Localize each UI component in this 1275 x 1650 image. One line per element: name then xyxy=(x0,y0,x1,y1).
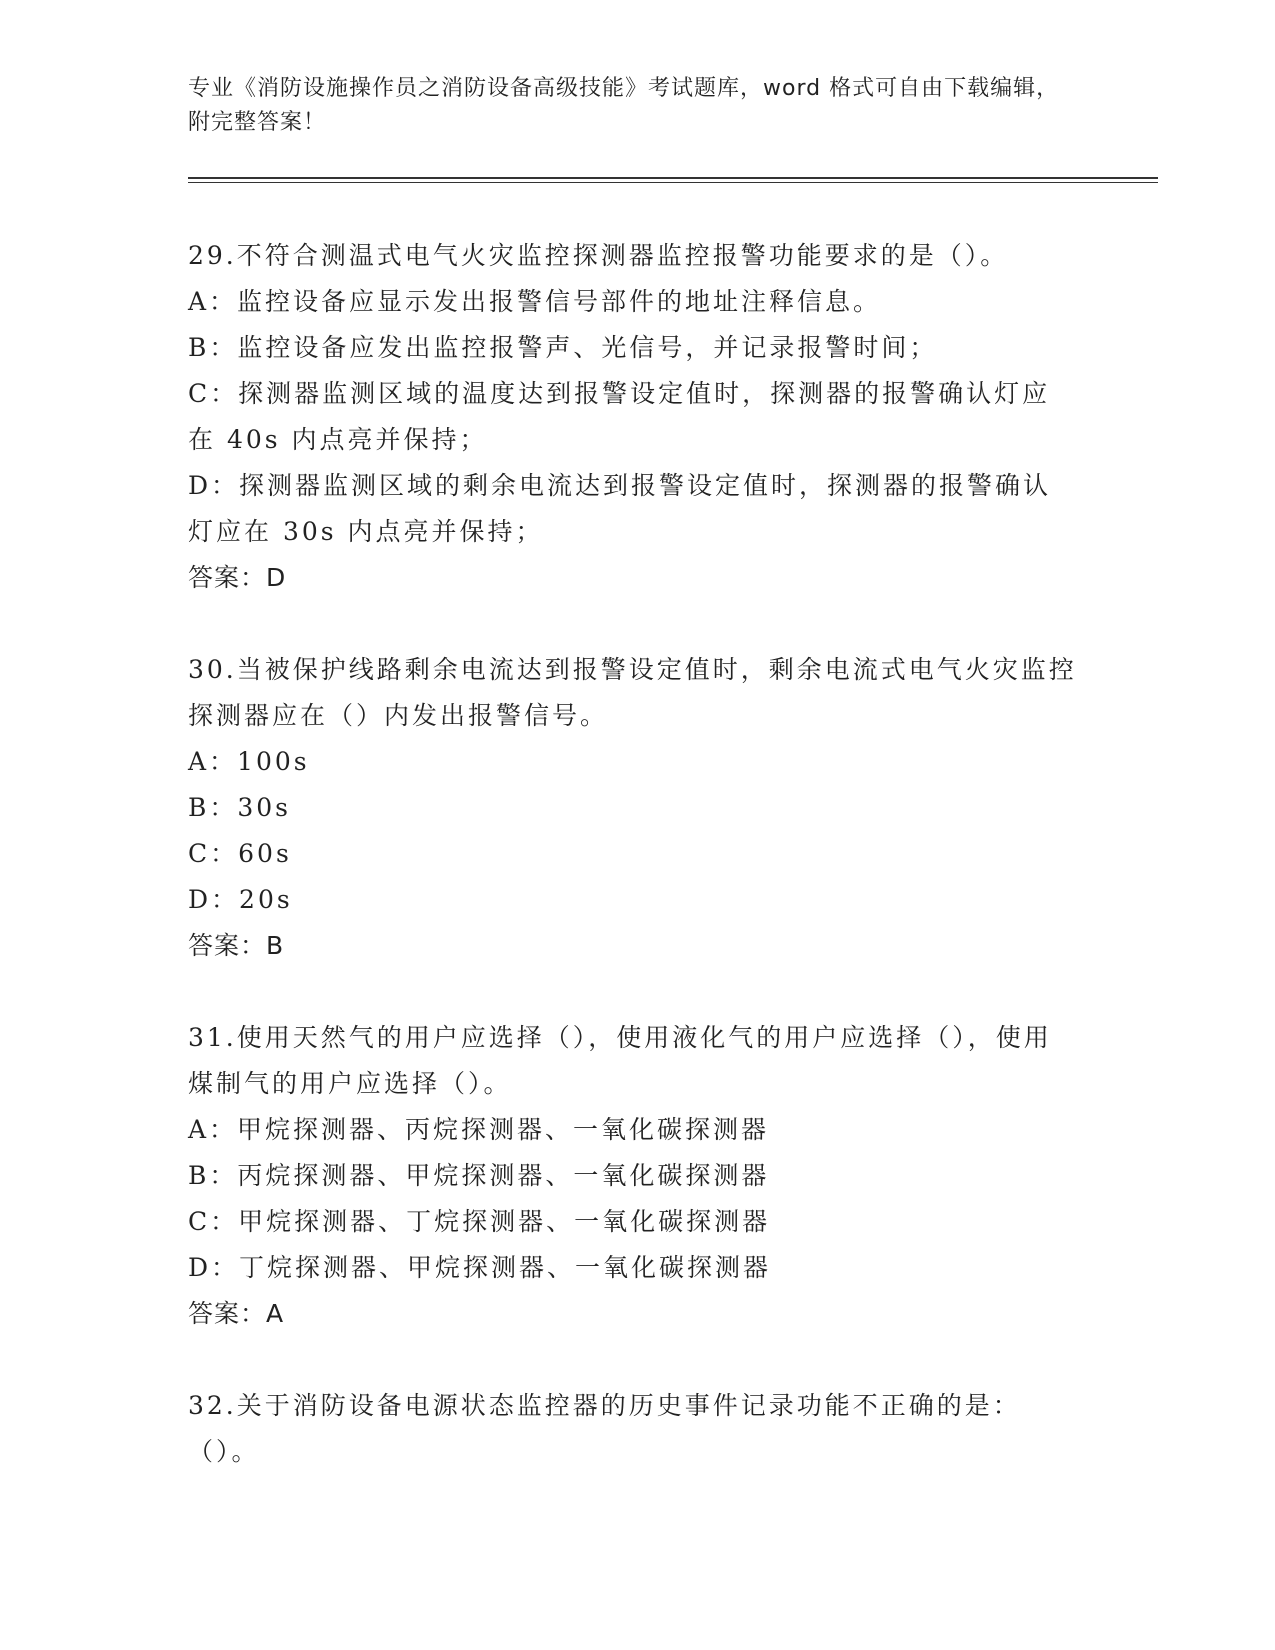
option-d: D：丁烷探测器、甲烷探测器、一氧化碳探测器 xyxy=(188,1253,772,1282)
answer: 答案：B xyxy=(188,931,285,960)
question-32 xyxy=(188,1383,1078,1475)
question-29 xyxy=(188,233,1078,601)
option-b: B：监控设备应发出监控报警声、光信号，并记录报警时间； xyxy=(188,333,938,362)
document-header: 专业《消防设施操作员之消防设备高级技能》考试题库，word 格式可自由下载编辑，附完整答案！ xyxy=(188,76,1060,135)
option-b: B：丙烷探测器、甲烷探测器、一氧化碳探测器 xyxy=(188,1161,770,1190)
option-c: C：探测器监测区域的温度达到报警设定值时，探测器的报警确认灯应在 40s 内点亮并保持； xyxy=(188,379,1051,454)
option-a: A：100s xyxy=(188,747,310,776)
question-list xyxy=(188,233,1078,1521)
question-text: 32.关于消防设备电源状态监控器的历史事件记录功能不正确的是：（）。 xyxy=(188,1391,1021,1466)
option-c: C：甲烷探测器、丁烷探测器、一氧化碳探测器 xyxy=(188,1207,771,1236)
question-31 xyxy=(188,1015,1078,1337)
option-a: A：监控设备应显示发出报警信号部件的地址注释信息。 xyxy=(188,287,882,316)
answer: 答案：D xyxy=(188,563,287,592)
option-d: D：20s xyxy=(188,885,293,914)
question-text: 30.当被保护线路剩余电流达到报警设定值时，剩余电流式电气火灾监控探测器应在（）内发出报警信号。 xyxy=(188,655,1077,730)
header-divider xyxy=(188,177,1158,179)
option-b: B：30s xyxy=(188,793,292,822)
header-divider-thin xyxy=(188,182,1158,183)
option-c: C：60s xyxy=(188,839,292,868)
answer: 答案：A xyxy=(188,1299,285,1328)
question-30 xyxy=(188,647,1078,969)
option-a: A：甲烷探测器、丙烷探测器、一氧化碳探测器 xyxy=(188,1115,770,1144)
option-d: D：探测器监测区域的剩余电流达到报警设定值时，探测器的报警确认灯应在 30s 内点亮并保持； xyxy=(188,471,1052,546)
question-text: 29.不符合测温式电气火灾监控探测器监控报警功能要求的是（）。 xyxy=(188,241,1009,270)
question-text: 31.使用天然气的用户应选择（），使用液化气的用户应选择（），使用煤制气的用户应选择（）。 xyxy=(188,1023,1052,1098)
